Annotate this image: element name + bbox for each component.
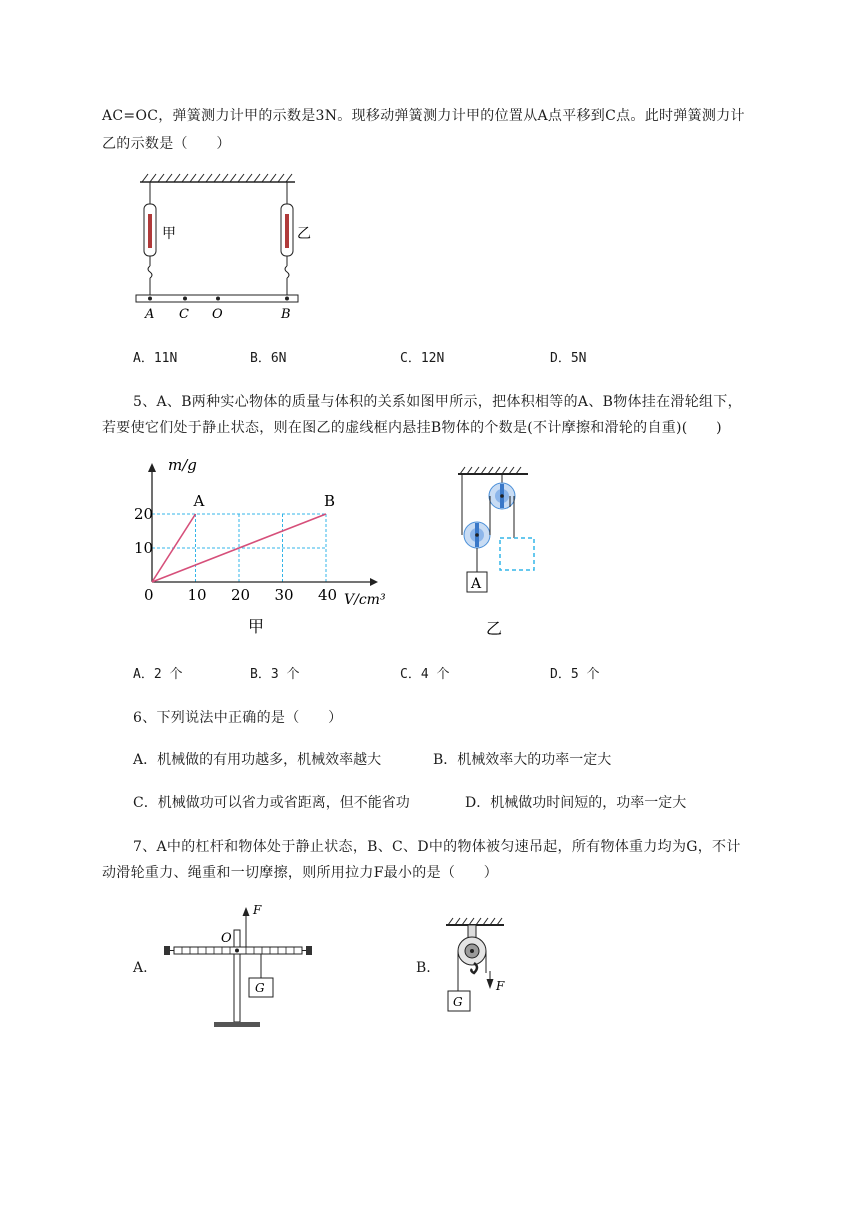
q4-option-b[interactable]: B．6N — [250, 351, 287, 366]
pulley-system-figure — [448, 462, 548, 642]
q4-option-a[interactable]: A．11N — [133, 351, 178, 366]
q7-option-a-label[interactable]: A. — [133, 960, 148, 976]
q6-option-b[interactable]: B．机械效率大的功率一定大 — [433, 752, 612, 768]
q7-text-line2: 动滑轮重力、绳重和一切摩擦，则所用拉力F最小的是（ ） — [102, 865, 499, 881]
x-tick-label: 40 — [318, 586, 338, 604]
q4-option-d[interactable]: D．5N — [550, 351, 587, 366]
spring-balance-left — [144, 182, 156, 296]
pulley-caption: 乙 — [486, 619, 503, 638]
chart-caption: 甲 — [248, 617, 265, 636]
q5-option-c[interactable]: C．4 个 — [400, 667, 450, 682]
q5-option-d[interactable]: D．5 个 — [550, 667, 600, 682]
y-axis-label: m/g — [168, 456, 197, 474]
x-tick-label: 30 — [274, 586, 294, 604]
chart-labels — [134, 456, 386, 608]
lever-weight-label: G — [255, 981, 265, 995]
point-a-label: A — [145, 307, 155, 322]
pulley-weight-label: G — [453, 995, 463, 1009]
spring-balance-right — [281, 182, 293, 296]
q5-text-line1: 5、A、B两种实心物体的质量与体积的关系如图甲所示，把体积相等的A、B物体挂在滑轮组下， — [133, 394, 742, 410]
x-tick-label: 20 — [231, 586, 251, 604]
x-axis-arrow — [370, 578, 378, 586]
point-o-label: O — [212, 307, 223, 322]
mass-volume-chart — [134, 452, 400, 642]
q7-text-line1: 7、A中的杠杆和物体处于静止状态，B、C、D中的物体被匀速吊起，所有物体重力均为G，不计 — [133, 839, 741, 855]
q4-text-line1: AC=OC，弹簧测力计甲的示数是3N。现移动弹簧测力计甲的位置从A点平移到C点。此时弹簧测力计 — [102, 108, 745, 124]
q6-question: 6、下列说法中正确的是（ ） — [133, 710, 343, 726]
lever-pivot-label: O — [221, 931, 232, 946]
y-tick-label: 20 — [134, 505, 154, 523]
series-label-b: B — [324, 492, 336, 510]
q5-option-a[interactable]: A．2 个 — [133, 667, 183, 682]
x-axis-label: V/cm³ — [344, 592, 386, 608]
q4-option-c[interactable]: C．12N — [400, 351, 445, 366]
y-tick-label: 10 — [134, 539, 154, 557]
block-a-label: A — [471, 576, 482, 592]
q5-option-b[interactable]: B．3 个 — [250, 667, 300, 682]
q7-option-b-label[interactable]: B. — [416, 960, 431, 976]
dashed-box — [500, 538, 534, 570]
q4-text-line2: 乙的示数是（ ） — [102, 136, 231, 152]
q6-option-c[interactable]: C．机械做功可以省力或省距离，但不能省功 — [133, 795, 410, 811]
point-c-label: C — [179, 307, 189, 322]
chart-axes — [148, 463, 378, 586]
pulley-force-label: F — [496, 979, 505, 993]
x-tick-label: 10 — [187, 586, 207, 604]
q5-text-line2: 若要使它们处于静止状态，则在图乙的虚线框内悬挂B物体的个数是(不计摩擦和滑轮的自重)( ) — [102, 420, 722, 436]
origin-label: 0 — [144, 586, 154, 604]
left-balance-label: 甲 — [162, 226, 176, 242]
y-axis-arrow — [148, 463, 156, 472]
point-b-label: B — [281, 307, 291, 322]
lever-force-label: F — [253, 903, 262, 917]
q6-option-d[interactable]: D．机械做功时间短的，功率一定大 — [465, 795, 687, 811]
lever-figure — [158, 898, 328, 1033]
fixed-pulley-figure — [440, 915, 520, 1025]
series-label-a: A — [193, 492, 205, 510]
spring-balance-figure — [130, 170, 311, 325]
q6-option-a[interactable]: A．机械做的有用功越多，机械效率越大 — [133, 752, 382, 768]
right-balance-label: 乙 — [297, 226, 311, 242]
